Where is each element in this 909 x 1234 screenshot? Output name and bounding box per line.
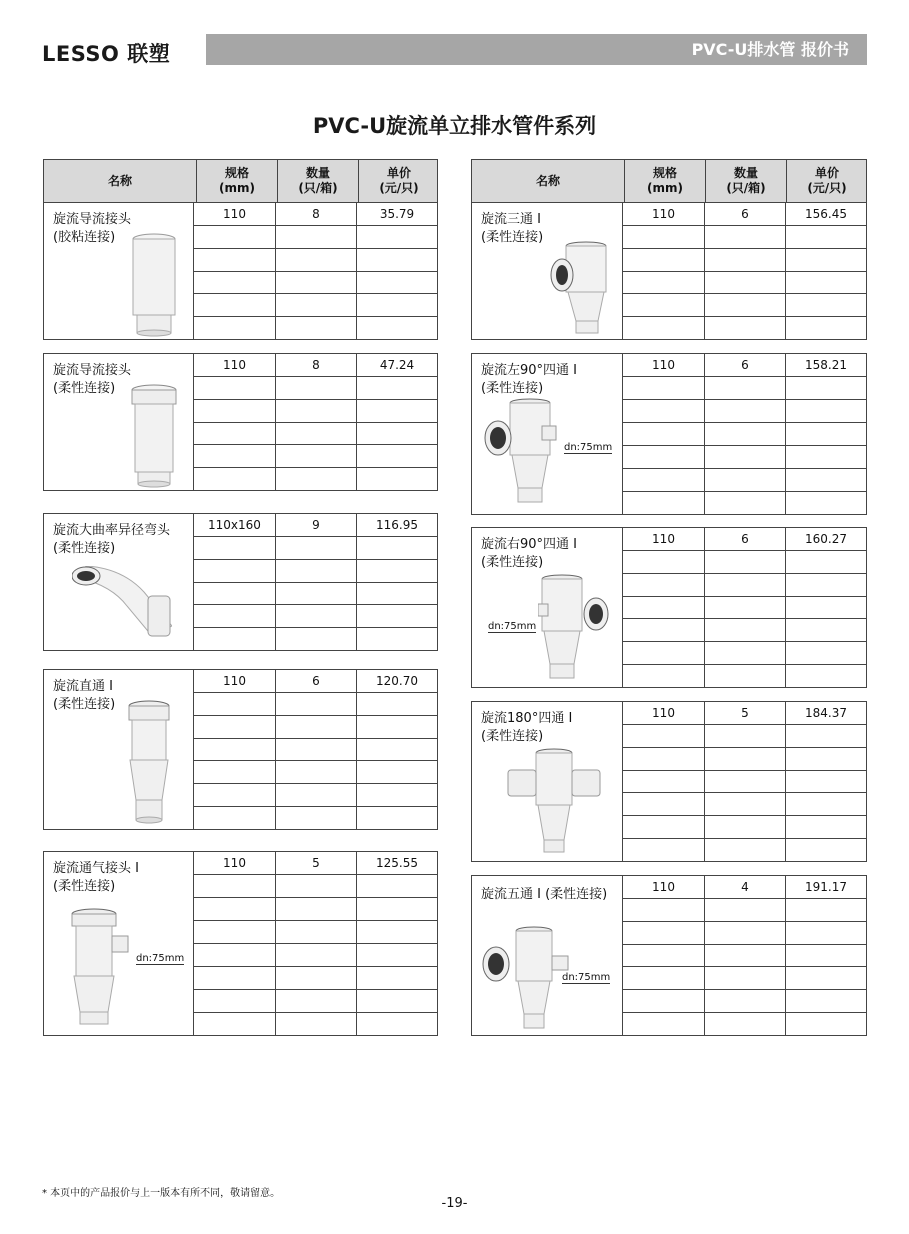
col-price: 单价 (元/只) — [358, 160, 439, 202]
left-cross-image — [484, 398, 568, 506]
product-block — [43, 851, 438, 1036]
spec-cell: 110 — [652, 532, 675, 546]
price-cell: 120.70 — [356, 670, 437, 692]
brand-logo: LESSO 联塑 — [42, 42, 171, 66]
product-block — [471, 875, 867, 1036]
qty-cell: 4 — [704, 876, 785, 898]
cross-180-image — [504, 748, 604, 856]
qty-cell: 6 — [704, 354, 785, 376]
spec-cell: 110 — [652, 358, 675, 372]
right-cross-image — [538, 574, 610, 682]
product-block — [471, 701, 867, 862]
pipe-joint-image — [129, 384, 179, 488]
product-name: 旋流导流接头 (柔性连接) — [53, 363, 132, 396]
price-cell: 160.27 — [785, 528, 866, 550]
price-cell: 191.17 — [785, 876, 866, 898]
product-block — [43, 669, 438, 830]
product-block — [471, 527, 867, 688]
spec-cell: 110 — [223, 358, 246, 372]
spec-cell: 110 — [652, 207, 675, 221]
product-name: 旋流右90°四通 Ⅰ (柔性连接) — [481, 537, 578, 570]
table-row — [623, 354, 866, 376]
qty-cell: 8 — [275, 354, 356, 376]
product-block — [471, 202, 867, 340]
price-cell: 184.37 — [785, 702, 866, 724]
qty-cell: 5 — [704, 702, 785, 724]
page-title: PVC-U旋流单立排水管件系列 — [312, 114, 597, 138]
spec-cell: 110 — [652, 706, 675, 720]
product-block — [471, 353, 867, 515]
table-row — [194, 354, 437, 376]
product-block — [43, 353, 438, 491]
table-row — [194, 852, 437, 874]
dn-label: dn:75mm — [488, 621, 537, 632]
product-name: 旋流大曲率异径弯头 (柔性连接) — [53, 523, 171, 556]
five-way-image — [482, 926, 572, 1032]
qty-cell: 6 — [275, 670, 356, 692]
qty-cell: 5 — [275, 852, 356, 874]
section-header: PVC-U排水管 报价书 — [206, 34, 867, 65]
qty-cell: 6 — [704, 528, 785, 550]
vent-joint-image — [68, 908, 136, 1028]
price-grid — [194, 203, 437, 339]
spec-cell: 110 — [652, 880, 675, 894]
col-name: 名称 — [535, 173, 560, 188]
footnote: * 本页中的产品报价与上一版本有所不同，敬请留意。 — [42, 1188, 281, 1199]
col-qty: 数量 (只/箱) — [705, 160, 786, 202]
straight-coupling-image — [126, 700, 172, 828]
product-name: 旋流导流接头 (胶粘连接) — [53, 212, 132, 245]
spec-cell: 110 — [223, 856, 246, 870]
table-row — [194, 670, 437, 692]
table-row — [194, 514, 437, 536]
dn-label: dn:75mm — [564, 442, 613, 453]
product-name: 旋流180°四通 Ⅰ (柔性连接) — [481, 711, 573, 744]
page-number: -19- — [441, 1196, 468, 1211]
product-name: 旋流五通 Ⅰ (柔性连接) — [481, 887, 608, 902]
table-row — [623, 702, 866, 724]
table-row — [194, 203, 437, 225]
col-spec: 规格 (mm) — [196, 160, 277, 202]
col-spec: 规格 (mm) — [624, 160, 705, 202]
price-cell: 125.55 — [356, 852, 437, 874]
price-cell: 156.45 — [785, 203, 866, 225]
price-cell: 47.24 — [356, 354, 437, 376]
col-qty: 数量 (只/箱) — [277, 160, 358, 202]
right-table-header — [471, 159, 867, 203]
product-name: 旋流三通 Ⅰ (柔性连接) — [481, 212, 544, 245]
qty-cell: 9 — [275, 514, 356, 536]
spec-cell: 110 — [223, 674, 246, 688]
product-name: 旋流通气接头 Ⅰ (柔性连接) — [53, 861, 139, 894]
table-row — [623, 528, 866, 550]
elbow-image — [72, 566, 172, 642]
dn-label: dn:75mm — [562, 972, 611, 983]
col-price: 单价 (元/只) — [786, 160, 867, 202]
table-row — [623, 876, 866, 898]
qty-cell: 8 — [275, 203, 356, 225]
price-cell: 35.79 — [356, 203, 437, 225]
table-row — [623, 203, 866, 225]
spec-cell: 110x160 — [208, 518, 261, 532]
product-block — [43, 202, 438, 340]
price-cell: 158.21 — [785, 354, 866, 376]
product-block — [43, 513, 438, 651]
dn-label: dn:75mm — [136, 953, 185, 964]
left-table-header — [43, 159, 438, 203]
spec-cell: 110 — [223, 207, 246, 221]
pipe-joint-image — [130, 233, 178, 337]
product-name: 旋流直通 Ⅰ (柔性连接) — [53, 679, 116, 712]
tee-image — [550, 241, 612, 335]
qty-cell: 6 — [704, 203, 785, 225]
col-name: 名称 — [107, 173, 132, 188]
price-cell: 116.95 — [356, 514, 437, 536]
product-name: 旋流左90°四通 Ⅰ (柔性连接) — [481, 363, 578, 396]
